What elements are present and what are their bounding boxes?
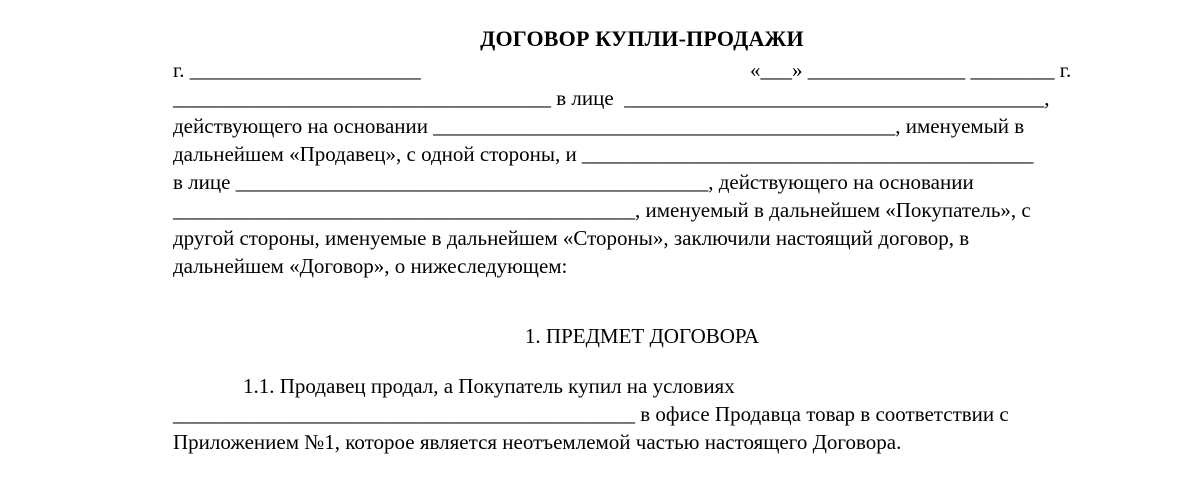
place-line: г. ______________________ <box>173 58 421 82</box>
intro-line-4: в лице _____________________________________________, действующего на основании <box>173 170 974 194</box>
intro-line-7: дальнейшем «Договор», о нижеследующем: <box>173 254 568 278</box>
clause-1-1-line-1: 1.1. Продавец продал, а Покупатель купил на условиях <box>243 374 735 398</box>
intro-line-1: ____________________________________ в лице ________________________________________, <box>173 86 1050 110</box>
clause-1-1-line-2: ____________________________________________ в офисе Продавца товар в соответствии с <box>173 402 1009 426</box>
section-1-heading: 1. ПРЕДМЕТ ДОГОВОРА <box>524 324 760 348</box>
intro-line-6: другой стороны, именуемые в дальнейшем «Стороны», заключили настоящий договор, в <box>173 226 970 250</box>
document-title: ДОГОВОР КУПЛИ-ПРОДАЖИ <box>480 26 804 51</box>
intro-line-2: действующего на основании ____________________________________________, именуемый в <box>173 114 1025 138</box>
clause-1-1-line-3: Приложением №1, которое является неотъемлемой частью настоящего Договора. <box>173 430 902 454</box>
intro-line-3: дальнейшем «Продавец», с одной стороны, и ___________________________________________ <box>173 142 1034 166</box>
date-line: «___» _______________ ________ г. <box>750 58 1072 82</box>
intro-line-5: ____________________________________________, именуемый в дальнейшем «Покупатель», с <box>173 198 1031 222</box>
